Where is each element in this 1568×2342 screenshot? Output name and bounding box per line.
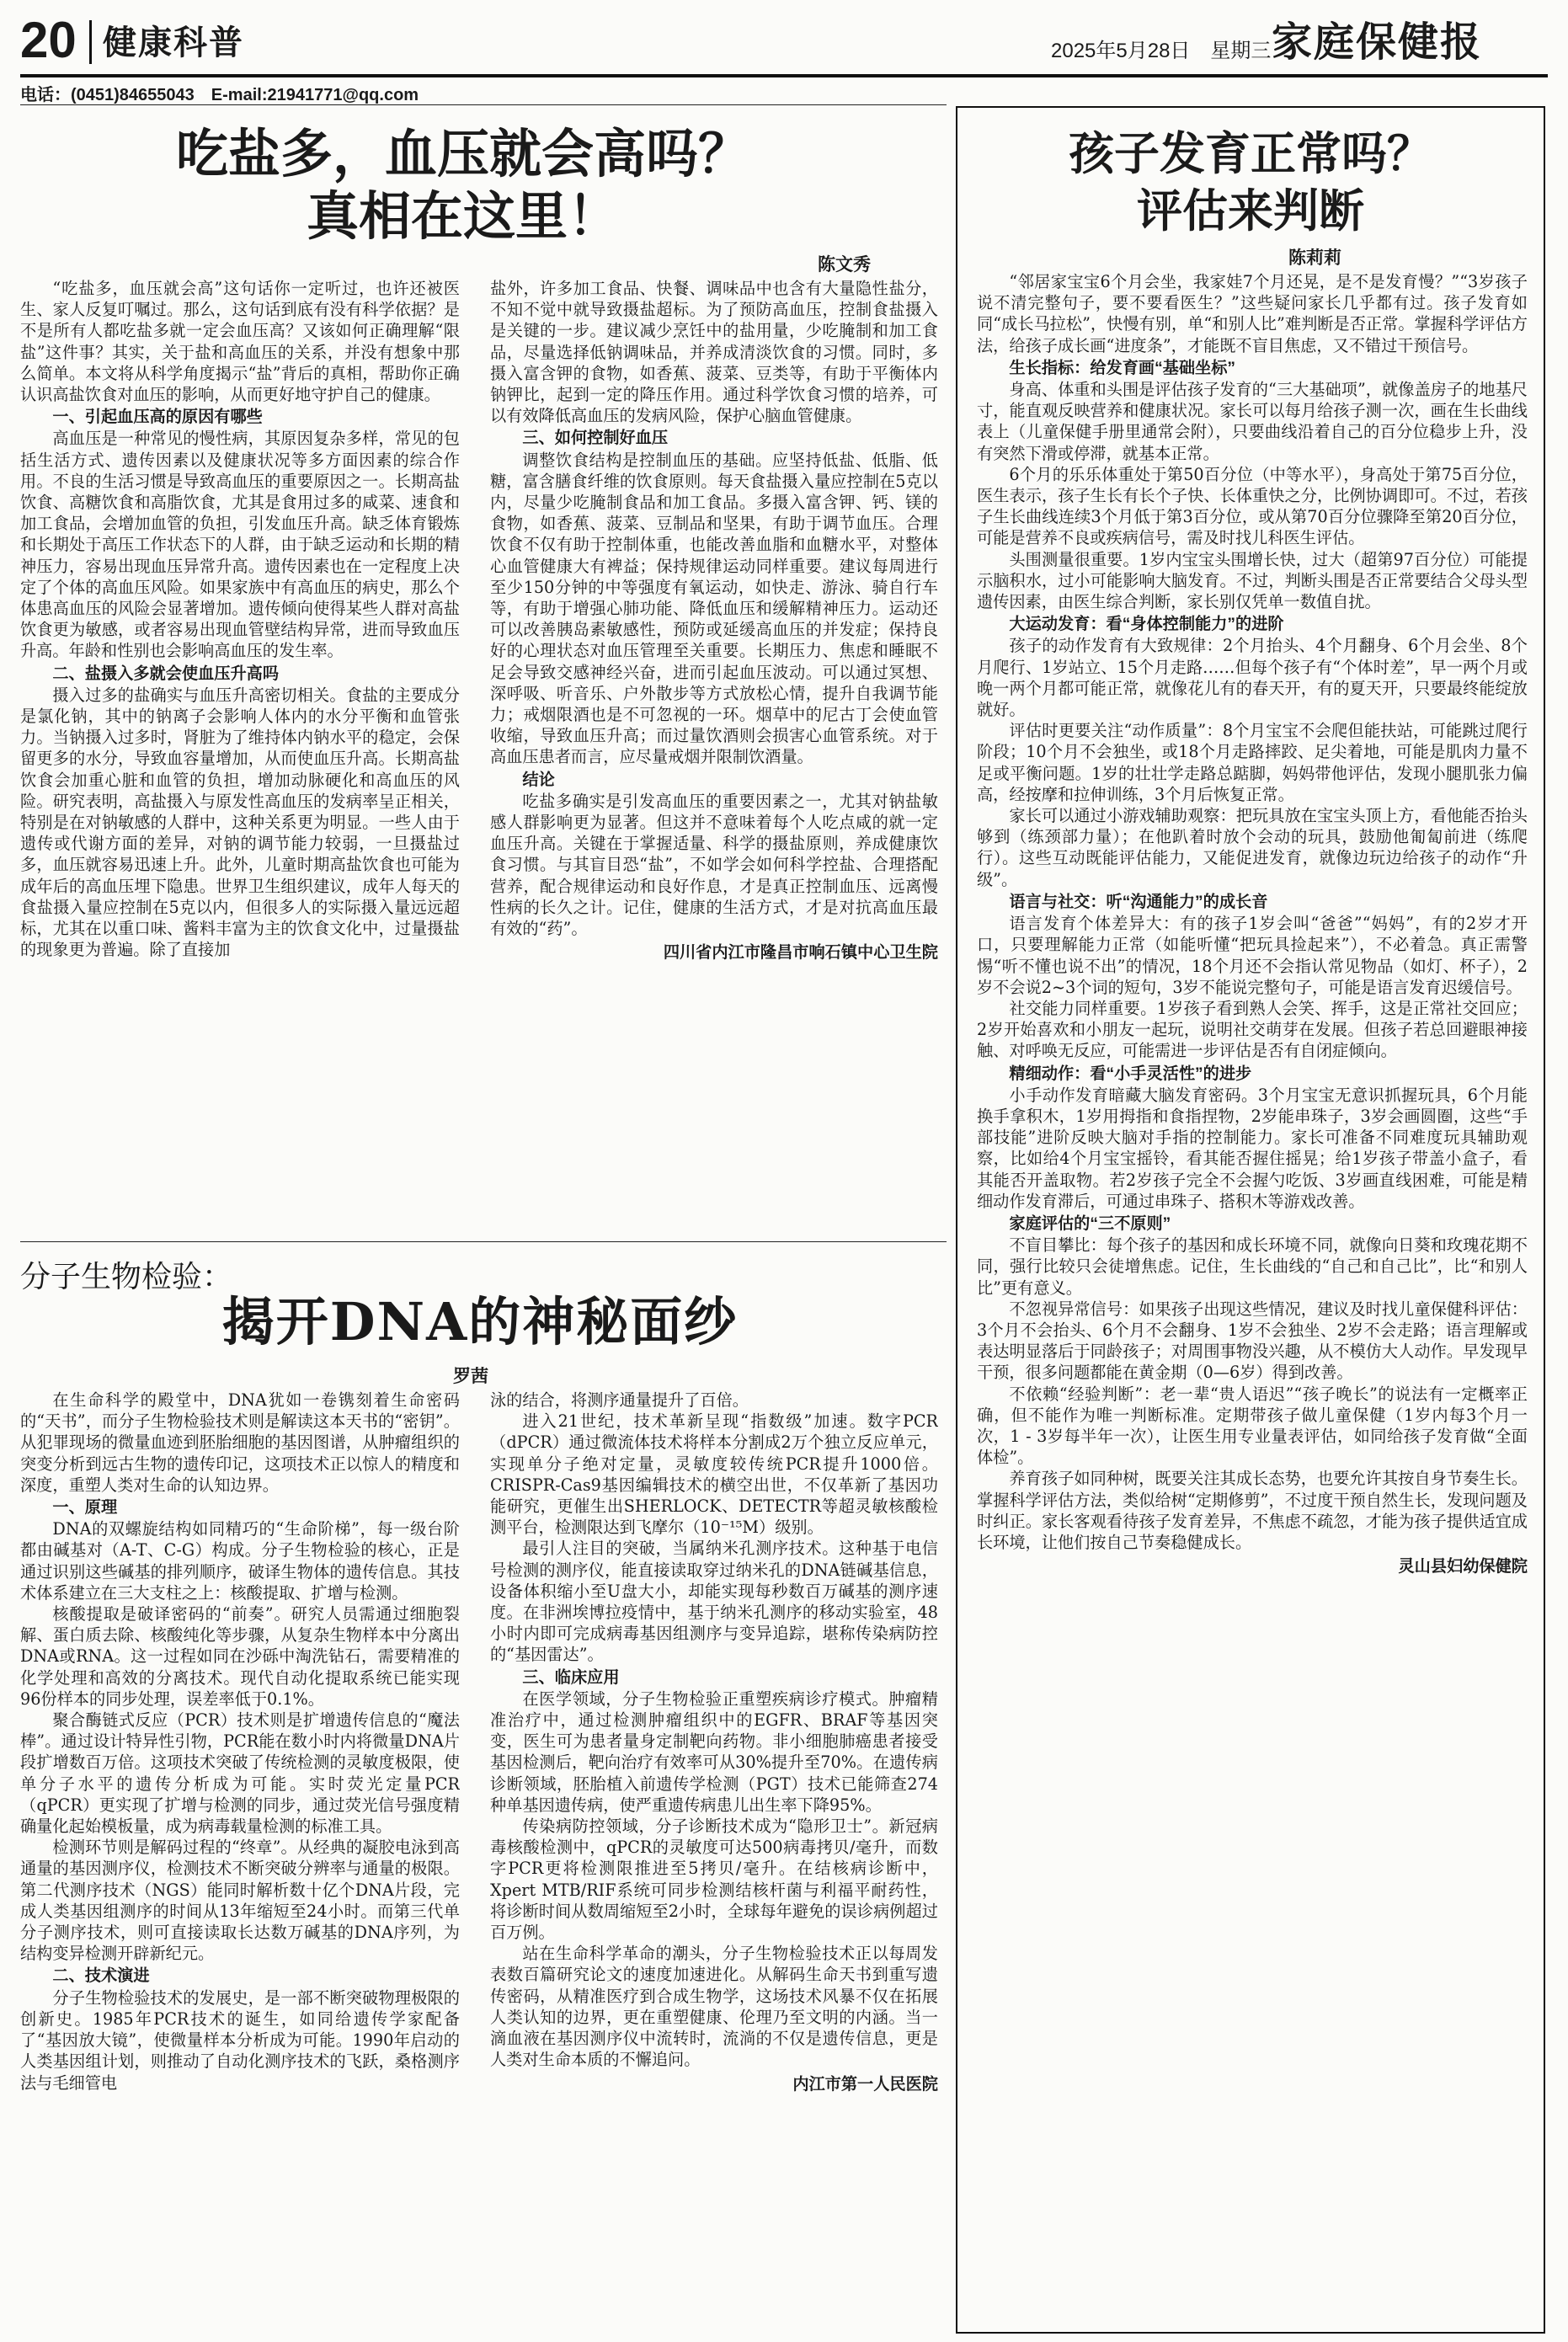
paragraph: “吃盐多，血压就会高”这句话你一定听过，也许还被医生、家人反复叮嘱过。那么，这句话到底有没有科学依据？是不是所有人都吃盐多就一定会血压高？又该如何正确理解“限盐”这件事？其实，关于盐和高血压的关系，并没有想象中那么简单。本文将从科学角度揭示“盐”背后的真相，帮助你正确认识高盐饮食对血压的影响，从而更好地守护自己的健康。 xyxy=(20,279,460,405)
subheading: 精细动作：看“小手灵活性”的进步 xyxy=(1009,1064,1252,1083)
article1-column-2 xyxy=(490,278,938,1233)
header-divider xyxy=(20,104,947,105)
paragraph: 吃盐多确实是引发高血压的重要因素之一，尤其对钠盐敏感人群影响更为显著。但这并不意味着每个人吃点咸的就一定血压升高。关键在于掌握适量、科学的摄盐原则，养成健康饮食习惯。与其盲目恐“盐”，不如学会如何科学控盐、合理搭配营养，配合规律运动和良好作息，才是真正控制血压、远离慢性病的长久之计。记住，健康的生活方式，才是对抗高血压最有效的“药”。 xyxy=(490,791,938,939)
paragraph: 高血压是一种常见的慢性病，其原因复杂多样，常见的包括生活方式、遗传因素以及健康状况等多方面因素的综合作用。不良的生活习惯是导致高血压的重要原因之一。长期高盐饮食、高糖饮食和高脂饮食，尤其是食用过多的咸菜、速食和加工食品，会增加血管的负担，引发血压升高。缺乏体育锻炼和长期处于高压工作状态下的人群，由于缺乏运动和长期的精神压力，容易出现血压异常升高。遗传因素也在一定程度上决定了个体的高血压风险。如果家族中有高血压的病史，那么个体患高血压的风险会显著增加。遗传倾向使得某些人群对高盐饮食更为敏感，或者容易出现血管壁结构异常，进而导致血压升高。年龄和性别也会影响高血压的发生率。 xyxy=(20,429,460,661)
paragraph: 进入21世纪，技术革新呈现“指数级”加速。数字PCR（dPCR）通过微流体技术将样本分割成2万个独立反应单元，实现单分子绝对定量，灵敏度较传统PCR提升1000倍。CRISPR-Cas9基因编辑技术的横空出世，不仅革新了基因功能研究，更催生出SHERLOCK、DETECTR等超灵敏核酸检测平台，检测限达到飞摩尔（10⁻¹⁵M）级别。 xyxy=(490,1411,938,1538)
paragraph: 社交能力同样重要。1岁孩子看到熟人会笑、挥手，这是正常社交回应；2岁开始喜欢和小朋友一起玩，说明社交萌芽在发展。但孩子若总回避眼神接触、对呼唤无反应，可能需进一步评估是否有自闭症倾向。 xyxy=(977,998,1528,1061)
paragraph: 身高、体重和头围是评估孩子发育的“三大基础项”，就像盖房子的地基尺寸，能直观反映营养和健康状况。家长可以每月给孩子测一次，画在生长曲线表上（儿童保健手册里通常会附），只要曲线沿着自己的百分位稳步上升，没有突然下滑或停滞，就基本正常。 xyxy=(977,380,1528,463)
article2-column-1 xyxy=(20,1390,460,2334)
paragraph: 传染病防控领域，分子诊断技术成为“隐形卫士”。新冠病毒核酸检测中，qPCR的灵敏度可达500病毒拷贝/毫升，而数字PCR更将检测限推进至5拷贝/毫升。在结核病诊断中，Xpert MTB/RIF系统可同步检测结核杆菌与利福平耐药性，将诊断时间从数周缩短至2小时，全球每年避免的误诊病例超过百万例。 xyxy=(490,1817,938,1943)
section-title: 健康科普 xyxy=(103,23,244,62)
paragraph: 聚合酶链式反应（PCR）技术则是扩增遗传信息的“魔法棒”。通过设计特异性引物，PCR能在数小时内将微量DNA片段扩增数百万倍。这项技术突破了传统检测的灵敏度极限，使单分子水平的遗传分析成为可能。实时荧光定量PCR（qPCR）更实现了扩增与检测的同步，通过荧光信号强度精确量化起始模板量，成为病毒载量检测的标准工具。 xyxy=(20,1710,460,1837)
article1-title-line2: 真相在这里！ xyxy=(306,185,620,247)
masthead-rule xyxy=(20,74,1548,77)
paragraph: 不盲目攀比：每个孩子的基因和成长环境不同，就像向日葵和玫瑰花期不同，强行比较只会徒增焦虑。记住，生长曲线的“自己和自己比”，比“和别人比”更有意义。 xyxy=(977,1235,1528,1298)
paragraph: 不忽视异常信号：如果孩子出现这些情况，建议及时找儿童保健科评估：3个月不会抬头、6个月不会翻身、1岁不会独坐、2岁不会走路；语言理解或表达明显落后于同龄孩子；对周围事物没兴趣，从不模仿大人动作。早发现早干预，很多问题都能在黄金期（0—6岁）得到改善。 xyxy=(977,1299,1528,1383)
paragraph: 小手动作发育暗藏大脑发育密码。3个月宝宝无意识抓握玩具，6个月能换手拿积木，1岁用拇指和食指捏物，2岁能串珠子，3岁会画圆圈，这些“手部技能”进阶反映大脑对手指的控制能力。家长可准备不同难度玩具辅助观察，比如给4个月宝宝摇铃，看其能否握住摇晃；给1岁孩子带盖小盒子，看其能否开盖取物。若2岁孩子完全不会握勺吃饭、3岁画直线困难，可能是精细动作发育滞后，可通过串珠子、搭积木等游戏改善。 xyxy=(977,1085,1528,1211)
subheading: 二、盐摄入多就会使血压升高吗 xyxy=(52,664,280,683)
paragraph: 盐外，许多加工食品、快餐、调味品中也含有大量隐性盐分，不知不觉中就导致摄盐超标。为了预防高血压，控制食盐摄入是关键的一步。建议减少烹饪中的盐用量，少吃腌制和加工食品，尽量选择低钠调味品，并养成清淡饮食的习惯。同时，多摄入富含钾的食物，如香蕉、菠菜、豆类等，有助于平衡体内钠钾比，起到一定的降压作用。通过科学饮食习惯的培养，可以有效降低高血压的发病风险，保护心脑血管健康。 xyxy=(490,279,938,426)
paragraph: 分子生物检验技术的发展史，是一部不断突破物理极限的创新史。1985年PCR技术的诞生，如同给遗传学家配备了“基因放大镜”，使微量样本分析成为可能。1990年启动的人类基因组计划，则推动了自动化测序技术的飞跃，桑格测序法与毛细管电 xyxy=(20,1987,460,2093)
paragraph: 调整饮食结构是控制血压的基础。应坚持低盐、低脂、低糖，富含膳食纤维的饮食原则。每天食盐摄入量应控制在5克以内，尽量少吃腌制食品和加工食品。多摄入富含钾、钙、镁的食物，如香蕉、菠菜、豆制品和坚果，有助于调节血压。合理饮食不仅有助于控制体重，也能改善血脂和血糖水平，对整体心血管健康大有裨益；保持规律运动同样重要。建议每周进行至少150分钟的中等强度有氧运动，如快走、游泳、骑自行车等，有助于增强心肺功能、降低血压和缓解精神压力。运动还可以改善胰岛素敏感性，预防或延缓高血压的并发症；保持良好的心理状态对血压管理至关重要。长期压力、焦虑和睡眠不足会导致交感神经兴奋，进而引起血压波动。可以通过冥想、深呼吸、听音乐、户外散步等方式放松心情，提升自我调节能力；戒烟限酒也是不可忽视的一环。烟草中的尼古丁会使血管收缩，导致血压升高；而过量饮酒则会损害心血管系统。对于高血压患者而言，应尽量戒烟并限制饮酒量。 xyxy=(490,450,938,767)
subheading: 一、原理 xyxy=(52,1499,118,1518)
contact-line: 电话：(0451)84655043 E-mail:21941771@qq.com xyxy=(20,86,419,104)
paragraph: “邻居家宝宝6个月会坐，我家娃7个月还晃，是不是发育慢？”“3岁孩子说不清完整句子，要不要看医生？”这些疑问家长几乎都有过。孩子发育如同“成长马拉松”，快慢有别，单“和别人比”难判断是否正常。掌握科学评估方法，给孩子成长画“进度条”，才能既不盲目焦虑，又不错过干预信号。 xyxy=(977,272,1528,355)
paragraph: 语言发育个体差异大：有的孩子1岁会叫“爸爸”“妈妈”，有的2岁才开口，只要理解能力正常（如能听懂“把玩具捡起来”），不必着急。真正需警惕“听不懂也说不出”的情况，18个月还不会指认常见物品（如灯、杯子），2岁不会说2~3个词的短句，3岁不能说完整句子，可能是语言发育迟缓信号。 xyxy=(977,914,1528,997)
paragraph: DNA的双螺旋结构如同精巧的“生命阶梯”，每一级台阶都由碱基对（A-T、C-G）构成。分子生物检验的核心，正是通过识别这些碱基的排列顺序，破译生物体的遗传信息。其技术体系建立在三大支柱之上：核酸提取、扩增与检测。 xyxy=(20,1519,460,1603)
subheading: 三、如何控制好血压 xyxy=(522,429,669,448)
paragraph: 最引人注目的突破，当属纳米孔测序技术。这种基于电信号检测的测序仪，能直接读取穿过纳米孔的DNA链碱基信息，设备体积缩小至U盘大小，却能实现每秒数百万碱基的测序速度。在非洲埃博拉疫情中，基于纳米孔测序的移动实验室，48小时内即可完成病毒基因组测序与变异追踪，堪称传染病防控的“基因雷达”。 xyxy=(490,1539,938,1665)
newspaper-name: 家庭保健报 xyxy=(1272,19,1483,66)
paragraph: 孩子的动作发育有大致规律：2个月抬头、4个月翻身、6个月会坐、8个月爬行、1岁站立、15个月走路……但每个孩子有“个体时差”，早一两个月或晚一两个月都可能正常，就像花儿有的春天开，有的夏天开，只要最终能绽放就好。 xyxy=(977,636,1528,720)
subheading: 三、临床应用 xyxy=(522,1668,620,1687)
paragraph: 在生命科学的殿堂中，DNA犹如一卷镌刻着生命密码的“天书”，而分子生物检验技术则是解读这本天书的“密钥”。从犯罪现场的微量血迹到胚胎细胞的基因图谱，从肿瘤组织的突变分析到远古生物的遗传印记，这项技术正以惊人的精度和深度，重塑人类对生命的认知边界。 xyxy=(20,1390,460,1495)
paragraph: 6个月的乐乐体重处于第50百分位（中等水平），身高处于第75百分位，医生表示，孩子生长有长个子快、长体重快之分，比例协调即可。不过，若孩子生长曲线连续3个月低于第3百分位，或从第70百分位骤降至第20百分位，可能是营养不良或疾病信号，需及时找儿科医生评估。 xyxy=(977,464,1528,548)
paragraph: 核酸提取是破译密码的“前奏”。研究人员需通过细胞裂解、蛋白质去除、核酸纯化等步骤，从复杂生物样本中分离出DNA或RNA。这一过程如同在沙砾中淘洗钻石，需要精准的化学处理和高效的分离技术。现代自动化提取系统已能实现96份样本的同步处理，误差率低于0.1%。 xyxy=(20,1604,460,1709)
paragraph: 不依赖“经验判断”：老一辈“贵人语迟”“孩子晚长”的说法有一定概率正确，但不能作为唯一判断标准。定期带孩子做儿童保健（1岁内每3个月一次，1 - 3岁每半年一次），让医生用专业量表评估，如同给孩子发育做“全面体检”。 xyxy=(977,1384,1528,1468)
article1-column-1 xyxy=(20,278,460,1233)
author-affiliation: 四川省内江市隆昌市响石镇中心卫生院 xyxy=(663,944,938,963)
paragraph: 泳的结合，将测序通量提升了百倍。 xyxy=(490,1390,749,1410)
article-divider xyxy=(20,1241,947,1242)
subheading: 生长指标：给发育画“基础坐标” xyxy=(1009,359,1236,377)
article2-author: 罗茜 xyxy=(453,1367,488,1386)
paragraph: 检测环节则是解码过程的“终章”。从经典的凝胶电泳到高通量的基因测序仪，检测技术不断突破分辨率与通量的极限。第二代测序技术（NGS）能同时解析数十亿个DNA片段，完成人类基因组测序的时间从13年缩短至24小时。而第三代单分子测序技术，则可直接读取长达数万碱基的DNA序列，为结构变异检测开辟新纪元。 xyxy=(20,1838,460,1964)
subheading: 大运动发育：看“身体控制能力”的进阶 xyxy=(1009,616,1284,634)
article1-title-line1: 吃盐多，血压就会高吗？ xyxy=(175,123,750,184)
page-number: 20 xyxy=(20,12,77,68)
article3-title-line2: 评估来判断 xyxy=(1137,184,1364,237)
article2-column-2 xyxy=(490,1390,938,2334)
issue-date: 2025年5月28日 星期三 xyxy=(1051,40,1272,62)
article2-kicker: 分子生物检验： xyxy=(20,1259,233,1294)
paragraph: 在医学领域，分子生物检验正重塑疾病诊疗模式。肿瘤精准治疗中，通过检测肿瘤组织中的EGFR、BRAF等基因突变，医生可为患者量身定制靶向药物。非小细胞肺癌患者接受基因检测后，靶向治疗有效率可从30%提升至70%。在遗传病诊断领域，胚胎植入前遗传学检测（PGT）技术已能筛查274种单基因遗传病，使严重遗传病患儿出生率下降95%。 xyxy=(490,1688,938,1815)
paragraph: 站在生命科学革命的潮头，分子生物检验技术正以每周发表数百篇研究论文的速度加速进化。从解码生命天书到重写遗传密码，从精准医疗到合成生物学，这场技术风暴不仅在拓展人类认知的边界，更在重塑健康、伦理乃至文明的内涵。当一滴血液在基因测序仪中流转时，流淌的不仅是遗传信息，更是人类对生命本质的不懈追问。 xyxy=(490,1944,938,2070)
paragraph: 头围测量很重要。1岁内宝宝头围增长快，过大（超第97百分位）可能提示脑积水，过小可能影响大脑发育。不过，判断头围是否正常要结合父母头型遗传因素，由医生综合判断，家长别仅凭单一数值自扰。 xyxy=(977,549,1528,612)
paragraph: 养育孩子如同种树，既要关注其成长态势，也要允许其按自身节奏生长。掌握科学评估方法，类似给树“定期修剪”，不过度干预自然生长，发现问题及时纠正。家长客观看待孩子发育差异，不焦虑不疏忽，才能为孩子提供适宜成长环境，让他们按自己节奏稳健成长。 xyxy=(977,1469,1528,1552)
article3-author: 陈莉莉 xyxy=(1288,248,1341,268)
paragraph: 评估时更要关注“动作质量”：8个月宝宝不会爬但能扶站，可能跳过爬行阶段；10个月不会独坐，或18个月走路摔跤、足尖着地，可能是肌肉力量不足或平衡问题。1岁的壮壮学走路总踮脚，妈妈带他评估，发现小腿肌张力偏高，经按摩和拉伸训练，3个月后恢复正常。 xyxy=(977,721,1528,804)
article3-title-line1: 孩子发育正常吗？ xyxy=(1069,126,1432,180)
article2-title: 揭开DNA的神秘面纱 xyxy=(221,1291,739,1352)
paragraph: 家长可以通过小游戏辅助观察：把玩具放在宝宝头顶上方，看他能否抬头够到（练颈部力量）；在他趴着时放个会动的玩具，鼓励他匍匐前进（练爬行）。这些互动既能评估能力，又能促进发育，就像边玩边给孩子的动作“升级”。 xyxy=(977,806,1528,889)
subheading: 一、引起血压高的原因有哪些 xyxy=(52,408,263,427)
subheading: 二、技术演进 xyxy=(52,1967,150,1986)
paragraph: 摄入过多的盐确实与血压升高密切相关。食盐的主要成分是氯化钠，其中的钠离子会影响人体内的水分平衡和血管张力。当钠摄入过多时，肾脏为了维持体内钠水平的稳定，会保留更多的水分，导致血容量增加，从而使血压升高。长期高盐饮食会加重心脏和血管的负担，增加动脉硬化和高血压的风险。研究表明，高盐摄入与原发性高血压的发病率呈正相关，特别是在对钠敏感的人群中，这种关系更为明显。一些人由于遗传或代谢方面的差异，对钠的调节能力较弱，一旦摄盐过多，血压就容易迅速上升。此外，儿童时期高盐饮食也可能为成年后的高血压埋下隐患。世界卫生组织建议，成年人每天的食盐摄入量应控制在5克以内，但很多人的实际摄入量远远超标，尤其在以重口味、酱料丰富为主的饮食文化中，过量摄盐的现象更为普遍。除了直接加 xyxy=(20,685,460,960)
article1-author: 陈文秀 xyxy=(818,255,871,275)
article3-body xyxy=(977,271,1528,2324)
subheading: 结论 xyxy=(522,771,555,789)
subheading: 家庭评估的“三不原则” xyxy=(1009,1214,1171,1233)
masthead-divider xyxy=(89,20,92,64)
author-affiliation: 内江市第一人民医院 xyxy=(792,2075,938,2094)
subheading: 语言与社交：听“沟通能力”的成长音 xyxy=(1009,893,1268,911)
author-affiliation: 灵山县妇幼保健院 xyxy=(1398,1558,1528,1576)
